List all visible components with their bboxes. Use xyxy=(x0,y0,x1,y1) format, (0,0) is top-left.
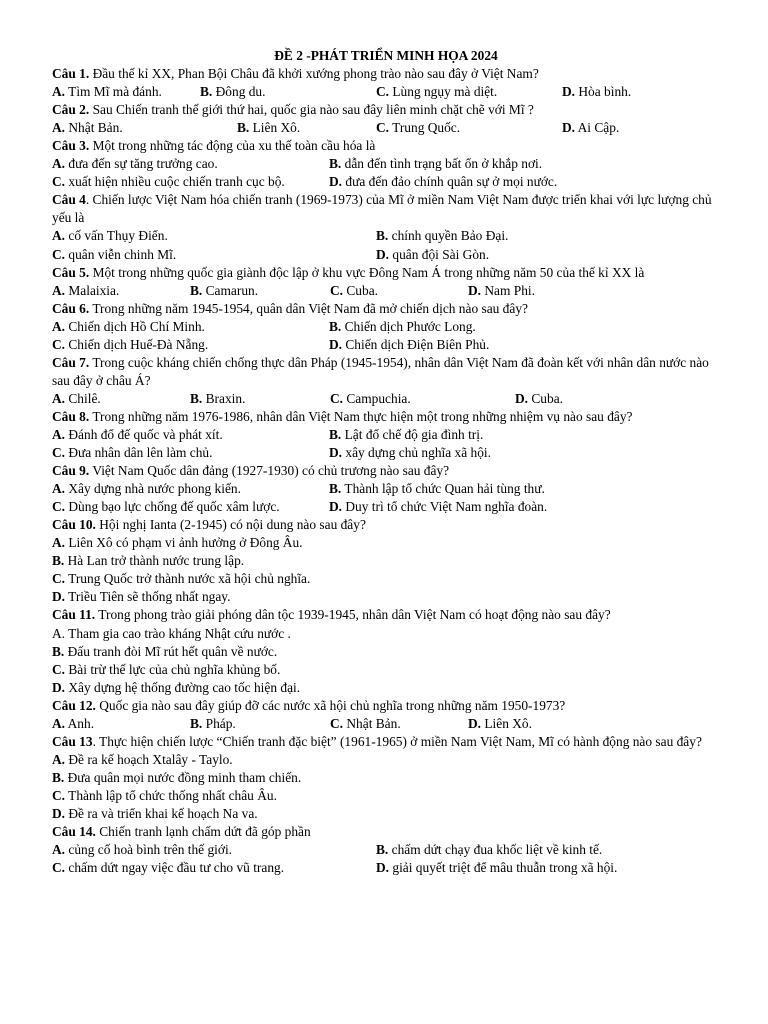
option-letter: A. xyxy=(52,84,66,100)
option-text: Nhật Bản. xyxy=(65,120,123,136)
option-letter: C. xyxy=(52,499,66,515)
answer-option-a[interactable] xyxy=(52,282,119,300)
question-text: Đầu thế kỉ XX, Phan Bội Châu đã khởi xướng phong trào nào sau đây ở Việt Nam? xyxy=(89,66,539,82)
option-text: Tham gia cao trào kháng Nhật cứu nước . xyxy=(65,625,291,641)
option-letter: D. xyxy=(329,499,343,515)
answer-option-c[interactable] xyxy=(52,246,176,264)
answer-option-c[interactable] xyxy=(52,336,208,354)
answer-option-b[interactable] xyxy=(329,426,483,444)
answer-option-b[interactable] xyxy=(200,83,265,101)
options-row xyxy=(52,426,716,444)
option-letter: A. xyxy=(52,625,66,641)
answer-option-a[interactable] xyxy=(52,841,232,859)
option-text: đưa đến sự tăng trưởng cao. xyxy=(65,156,218,172)
answer-option-d[interactable] xyxy=(376,859,617,877)
answer-option-d[interactable] xyxy=(376,246,489,264)
answer-option-a[interactable] xyxy=(52,715,94,733)
option-text: Chiến dịch Điện Biên Phủ. xyxy=(342,336,490,352)
question-1 xyxy=(52,65,716,83)
option-letter: D. xyxy=(562,120,576,136)
answer-option-a[interactable] xyxy=(52,318,205,336)
question-text: Trong những năm 1976-1986, nhân dân Việt Nam thực hiện một trong những nhiệm vụ nào sau đây? xyxy=(89,408,633,424)
answer-option-b[interactable] xyxy=(376,227,508,245)
options-row xyxy=(52,282,716,300)
answer-option-a[interactable] xyxy=(52,390,101,408)
answer-option-d[interactable] xyxy=(329,336,489,354)
option-letter: D. xyxy=(515,390,529,406)
option-letter: C. xyxy=(52,787,66,803)
option-text: Đề ra kế hoạch Xtalây - Taylo. xyxy=(65,751,233,767)
exam-title: ĐỀ 2 -PHÁT TRIỂN MINH HỌA 2024 xyxy=(274,48,498,63)
answer-option-d[interactable] xyxy=(468,282,535,300)
options-row xyxy=(52,859,716,877)
question-number: Câu 7. xyxy=(52,354,90,370)
option-letter: C. xyxy=(330,282,344,298)
question-text: Trong phong trào giải phóng dân tộc 1939-1945, nhân dân Việt Nam có hoạt động nào sau đây? xyxy=(95,607,611,623)
answer-option-d[interactable] xyxy=(52,589,230,604)
option-text: Anh. xyxy=(65,715,95,731)
option-letter: B. xyxy=(52,769,65,785)
question-number: Câu 10. xyxy=(52,517,96,533)
option-letter: C. xyxy=(376,120,390,136)
options-row xyxy=(52,227,716,245)
question-number: Câu 14. xyxy=(52,824,96,840)
option-letter: C. xyxy=(52,174,66,190)
option-text: chấm dứt ngay việc đầu tư cho vũ trang. xyxy=(65,860,285,876)
option-letter: B. xyxy=(52,553,65,569)
answer-option-a[interactable] xyxy=(52,155,218,173)
question-text: Việt Nam Quốc dân đảng (1927-1930) có chủ trương nào sau đây? xyxy=(89,463,450,479)
answer-option-b[interactable] xyxy=(190,282,258,300)
options-row xyxy=(52,173,716,191)
option-letter: B. xyxy=(329,318,342,334)
option-letter: C. xyxy=(52,661,66,677)
option-text: xuất hiện nhiều cuộc chiến tranh cục bộ. xyxy=(65,174,285,190)
question-number: Câu 8. xyxy=(52,408,90,424)
option-text: quân đội Sài Gòn. xyxy=(389,246,490,262)
question-5 xyxy=(52,264,716,282)
options-row xyxy=(52,480,716,498)
answer-option-c[interactable] xyxy=(52,571,310,586)
option-letter: D. xyxy=(52,679,66,695)
question-text: Một trong những tác động của xu thế toàn cầu hóa là xyxy=(89,138,376,154)
options-row xyxy=(52,336,716,354)
answer-option-a[interactable] xyxy=(52,426,223,444)
question-number: Câu 6. xyxy=(52,300,90,316)
answer-option-c[interactable] xyxy=(52,859,284,877)
option-letter: A. xyxy=(52,156,66,172)
answer-option-c[interactable] xyxy=(52,173,285,191)
question-number: Câu 2. xyxy=(52,102,90,118)
option-letter: C. xyxy=(330,715,344,731)
option-text: Trung Quốc. xyxy=(389,120,461,136)
option-letter: C. xyxy=(376,84,390,100)
option-text: Đưa nhân dân lên làm chủ. xyxy=(65,445,213,461)
answer-option-d[interactable] xyxy=(468,715,532,733)
answer-option-c[interactable] xyxy=(376,119,460,137)
question-number: Câu 5. xyxy=(52,264,90,280)
option-text: Malaixia. xyxy=(65,282,120,298)
option-text: xây dựng chủ nghĩa xã hội. xyxy=(342,445,491,461)
option-text: Nam Phi. xyxy=(481,282,535,298)
option-letter: B. xyxy=(376,842,389,858)
answer-option-a[interactable] xyxy=(52,752,233,767)
option-letter: A. xyxy=(52,120,66,136)
answer-option-b[interactable] xyxy=(52,553,244,568)
question-8 xyxy=(52,408,716,426)
answer-option-a[interactable] xyxy=(52,480,241,498)
answer-option-b[interactable] xyxy=(329,155,542,173)
option-letter: D. xyxy=(468,282,482,298)
option-letter: B. xyxy=(376,228,389,244)
question-number: Câu 11. xyxy=(52,607,96,623)
option-letter: B. xyxy=(329,156,342,172)
question-number: Câu 12. xyxy=(52,697,96,713)
option-text: Liên Xô có phạm vi ảnh hưởng ở Đông Âu. xyxy=(65,535,303,551)
option-text: Hòa bình. xyxy=(575,84,632,100)
option-letter: D. xyxy=(52,589,66,605)
option-letter: A. xyxy=(52,751,66,767)
answer-option-b[interactable] xyxy=(52,644,277,659)
options-row xyxy=(52,498,716,516)
option-letter: B. xyxy=(190,715,203,731)
option-letter: D. xyxy=(376,246,390,262)
question-13 xyxy=(52,733,716,751)
options-row xyxy=(52,155,716,173)
question-text: . Thực hiện chiến lược “Chiến tranh đặc biệt” (1961-1965) ở miền Nam Việt Nam, Mĩ có hành động nào sau đây? xyxy=(92,733,702,749)
option-letter: A. xyxy=(52,318,66,334)
option-text: Triều Tiên sẽ thống nhất ngay. xyxy=(65,589,231,605)
question-list xyxy=(52,65,716,877)
question-14 xyxy=(52,823,716,841)
answer-option-b[interactable] xyxy=(329,318,476,336)
options-row xyxy=(52,715,716,733)
option-text: Thành lập tổ chức Quan hải tùng thư. xyxy=(341,481,545,497)
option-text: giải quyết triệt để mâu thuẫn trong xã hội. xyxy=(389,860,618,876)
question-number: Câu 3. xyxy=(52,138,90,154)
option-text: cố vấn Thụy Điển. xyxy=(65,228,168,244)
option-text: Cuba. xyxy=(343,282,378,298)
option-letter: A. xyxy=(52,535,66,551)
options-row xyxy=(52,444,716,462)
answer-option-b[interactable] xyxy=(190,390,245,408)
option-text: Pháp. xyxy=(202,715,236,731)
option-text: củng cố hoà bình trên thế giới. xyxy=(65,842,233,858)
option-text: Hà Lan trở thành nước trung lập. xyxy=(64,553,245,569)
option-text: Liên Xô. xyxy=(249,120,301,136)
option-text: Ai Cập. xyxy=(575,120,620,136)
answer-option-c[interactable] xyxy=(330,390,411,408)
option-text: Chilê. xyxy=(65,390,101,406)
question-number: Câu 13 xyxy=(52,733,93,749)
option-text: dẫn đến tình trạng bất ổn ở khắp nơi. xyxy=(341,156,543,172)
option-text: Thành lập tổ chức thống nhất châu Âu. xyxy=(65,787,277,803)
option-letter: A. xyxy=(52,842,66,858)
option-letter: B. xyxy=(190,282,203,298)
options-row xyxy=(52,841,716,859)
answer-option-b[interactable] xyxy=(190,715,236,733)
option-text: Bài trừ thế lực của chủ nghĩa khủng bố. xyxy=(65,661,281,677)
option-letter: A. xyxy=(52,228,66,244)
option-letter: C. xyxy=(330,390,344,406)
option-letter: D. xyxy=(52,805,66,821)
answer-option-b[interactable] xyxy=(52,770,301,785)
answer-option-d[interactable] xyxy=(329,498,547,516)
option-letter: B. xyxy=(200,84,213,100)
question-number: Câu 9. xyxy=(52,463,90,479)
option-letter: B. xyxy=(190,390,203,406)
option-text: Xây dựng nhà nước phong kiến. xyxy=(65,481,241,497)
option-text: chấm dứt chạy đua khốc liệt về kinh tế. xyxy=(388,842,603,858)
options-row xyxy=(52,119,716,137)
option-text: đưa đến đảo chính quân sự ở mọi nước. xyxy=(342,174,558,190)
option-text: Lật đổ chế độ gia đình trị. xyxy=(341,426,484,442)
option-text: Chiến dịch Phước Long. xyxy=(341,318,476,334)
option-letter: C. xyxy=(52,860,66,876)
question-4 xyxy=(52,191,716,227)
option-text: Đông du. xyxy=(212,84,266,100)
option-letter: A. xyxy=(52,390,66,406)
answer-option-c[interactable] xyxy=(376,83,497,101)
option-letter: C. xyxy=(52,246,66,262)
option-letter: B. xyxy=(237,120,250,136)
question-10 xyxy=(52,516,716,534)
option-text: Chiến dịch Hồ Chí Minh. xyxy=(65,318,205,334)
question-7 xyxy=(52,354,716,390)
answer-option-a[interactable] xyxy=(52,83,162,101)
answer-option-a[interactable] xyxy=(52,227,168,245)
question-11 xyxy=(52,606,716,624)
answer-option-d[interactable] xyxy=(329,173,557,191)
answer-option-d[interactable] xyxy=(52,806,258,821)
options-row xyxy=(52,318,716,336)
answer-option-d[interactable] xyxy=(515,390,563,408)
option-letter: B. xyxy=(52,643,65,659)
option-letter: D. xyxy=(329,445,343,461)
option-letter: D. xyxy=(329,336,343,352)
answer-option-b[interactable] xyxy=(329,480,545,498)
question-number: Câu 4 xyxy=(52,192,86,208)
question-text: . Chiến lược Việt Nam hóa chiến tranh (1969-1973) của Mĩ ở miền Nam Việt Nam được triển khai với lực lượng chủ yếu là xyxy=(52,192,712,226)
question-6 xyxy=(52,300,716,318)
question-text: Sau Chiến tranh thế giới thứ hai, quốc gia nào sau đây liên minh chặt chẽ với Mĩ ? xyxy=(89,102,534,118)
option-text: Liên Xô. xyxy=(481,715,532,731)
answer-option-b[interactable] xyxy=(376,841,602,859)
option-text: Cuba. xyxy=(528,390,563,406)
answer-option-a[interactable] xyxy=(52,119,123,137)
options-row xyxy=(52,246,716,264)
option-text: Đánh đổ đế quốc và phát xít. xyxy=(65,426,223,442)
answer-option-c[interactable] xyxy=(52,498,280,516)
question-text: Quốc gia nào sau đây giúp đỡ các nước xã hội chủ nghĩa trong những năm 1950-1973? xyxy=(95,697,566,713)
answer-option-d[interactable] xyxy=(562,119,619,137)
option-text: Xây dựng hệ thống đường cao tốc hiện đại. xyxy=(65,679,301,695)
question-text: Chiến tranh lạnh chấm dứt đã góp phần xyxy=(95,824,311,840)
question-3 xyxy=(52,137,716,155)
option-letter: A. xyxy=(52,481,66,497)
question-text: Trong những năm 1945-1954, quân dân Việt Nam đã mở chiến dịch nào sau đây? xyxy=(89,300,528,316)
option-letter: A. xyxy=(52,715,66,731)
option-letter: A. xyxy=(52,282,66,298)
option-text: Chiến dịch Huế-Đà Nẵng. xyxy=(65,336,209,352)
answer-option-a[interactable] xyxy=(52,626,291,641)
option-text: chính quyền Bảo Đại. xyxy=(388,228,509,244)
option-text: Nhật Bản. xyxy=(343,715,401,731)
option-text: Campuchia. xyxy=(343,390,411,406)
question-12 xyxy=(52,697,716,715)
option-text: Duy trì tổ chức Việt Nam nghĩa đoàn. xyxy=(342,499,548,515)
answer-option-c[interactable] xyxy=(52,444,212,462)
option-letter: B. xyxy=(329,426,342,442)
option-letter: D. xyxy=(562,84,576,100)
option-text: Đấu tranh đòi Mĩ rút hết quân về nước. xyxy=(64,643,278,659)
options-row xyxy=(52,390,716,408)
question-9 xyxy=(52,462,716,480)
answer-option-c[interactable] xyxy=(52,788,277,803)
question-number: Câu 1. xyxy=(52,66,90,82)
answer-option-c[interactable] xyxy=(330,282,378,300)
option-letter: C. xyxy=(52,571,66,587)
answer-option-d[interactable] xyxy=(329,444,491,462)
option-letter: D. xyxy=(376,860,390,876)
option-letter: D. xyxy=(468,715,482,731)
option-text: Braxin. xyxy=(202,390,246,406)
option-letter: C. xyxy=(52,336,66,352)
option-letter: C. xyxy=(52,445,66,461)
options-row xyxy=(52,83,716,101)
answer-option-c[interactable] xyxy=(52,662,280,677)
option-text: Đề ra và triển khai kế hoạch Na va. xyxy=(65,805,258,821)
answer-option-a[interactable] xyxy=(52,535,303,550)
question-text: Trong cuộc kháng chiến chống thực dân Pháp (1945-1954), nhân dân Việt Nam đã đoàn kết với nhân dân nước nào sau đây ở châu Á? xyxy=(52,354,709,388)
option-text: Lùng ngụy mà diệt. xyxy=(389,84,498,100)
option-text: Dùng bạo lực chống đế quốc xâm lược. xyxy=(65,499,280,515)
answer-option-c[interactable] xyxy=(330,715,401,733)
option-text: quân viễn chinh Mĩ. xyxy=(65,246,177,262)
exam-document xyxy=(52,47,716,877)
option-text: Camarun. xyxy=(202,282,259,298)
option-letter: B. xyxy=(329,481,342,497)
option-letter: D. xyxy=(329,174,343,190)
answer-option-d[interactable] xyxy=(562,83,631,101)
option-text: Tìm Mĩ mà đánh. xyxy=(65,84,162,100)
question-text: Hội nghị Ianta (2-1945) có nội dung nào sau đây? xyxy=(95,517,366,533)
answer-option-b[interactable] xyxy=(237,119,300,137)
option-text: Đưa quân mọi nước đồng minh tham chiến. xyxy=(64,769,302,785)
question-text: Một trong những quốc gia giành độc lập ở khu vực Đông Nam Á trong những năm 50 của thế kỉ XX là xyxy=(89,264,645,280)
question-2 xyxy=(52,101,716,119)
option-letter: A. xyxy=(52,426,66,442)
answer-option-d[interactable] xyxy=(52,680,300,695)
option-text: Trung Quốc trở thành nước xã hội chủ nghĩa. xyxy=(65,571,311,587)
